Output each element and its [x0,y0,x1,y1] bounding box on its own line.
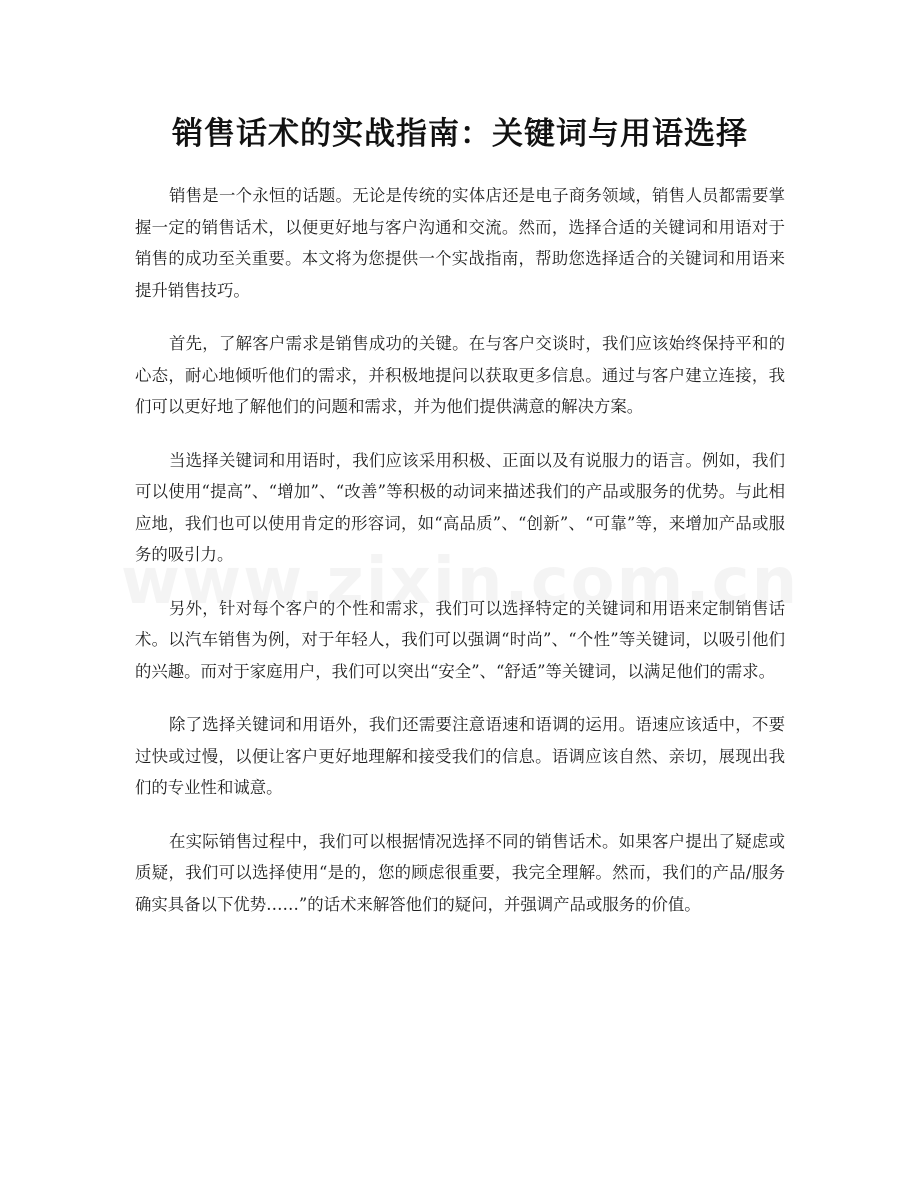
paragraph-2: 首先，了解客户需求是销售成功的关键。在与客户交谈时，我们应该始终保持平和的心态，耐心地倾听他们的需求，并积极地提问以获取更多信息。通过与客户建立连接，我们可以更好地了解他们的问题和需求，并为他们提供满意的解决方案。 [135,334,785,416]
paragraph-5: 除了选择关键词和用语外，我们还需要注意语速和语调的运用。语速应该适中，不要过快或过慢，以便让客户更好地理解和接受我们的信息。语调应该自然、亲切，展现出我们的专业性和诚意。 [135,715,785,797]
paragraph-6: 在实际销售过程中，我们可以根据情况选择不同的销售话术。如果客户提出了疑虑或质疑，我们可以选择使用“是的，您的顾虑很重要，我完全理解。然而，我们的产品/服务确实具备以下优势……”的话术来解答他们的疑问，并强调产品或服务的价值。 [135,831,785,914]
paragraph-4: 另外，针对每个客户的个性和需求，我们可以选择特定的关键词和用语来定制销售话术。以汽车销售为例，对于年轻人，我们可以强调“时尚”、“个性”等关键词，以吸引他们的兴趣。而对于家庭用户，我们可以突出“安全”、“舒适”等关键词，以满足他们的需求。 [135,598,785,681]
document-body [135,180,785,942]
paragraph-3: 当选择关键词和用语时，我们应该采用积极、正面以及有说服力的语言。例如，我们可以使用“提高”、“增加”、“改善”等积极的动词来描述我们的产品或服务的优势。与此相应地，我们也可以使用肯定的形容词，如“高品质”、“创新”、“可靠”等，来增加产品或服务的吸引力。 [135,450,785,564]
document-title: 销售话术的实战指南：关键词与用语选择 [172,116,748,152]
paragraph-1: 销售是一个永恒的话题。无论是传统的实体店还是电子商务领域，销售人员都需要掌握一定的销售话术，以便更好地与客户沟通和交流。然而，选择合适的关键词和用语对于销售的成功至关重要。本文将为您提供一个实战指南，帮助您选择适合的关键词和用语来提升销售技巧。 [135,186,785,300]
